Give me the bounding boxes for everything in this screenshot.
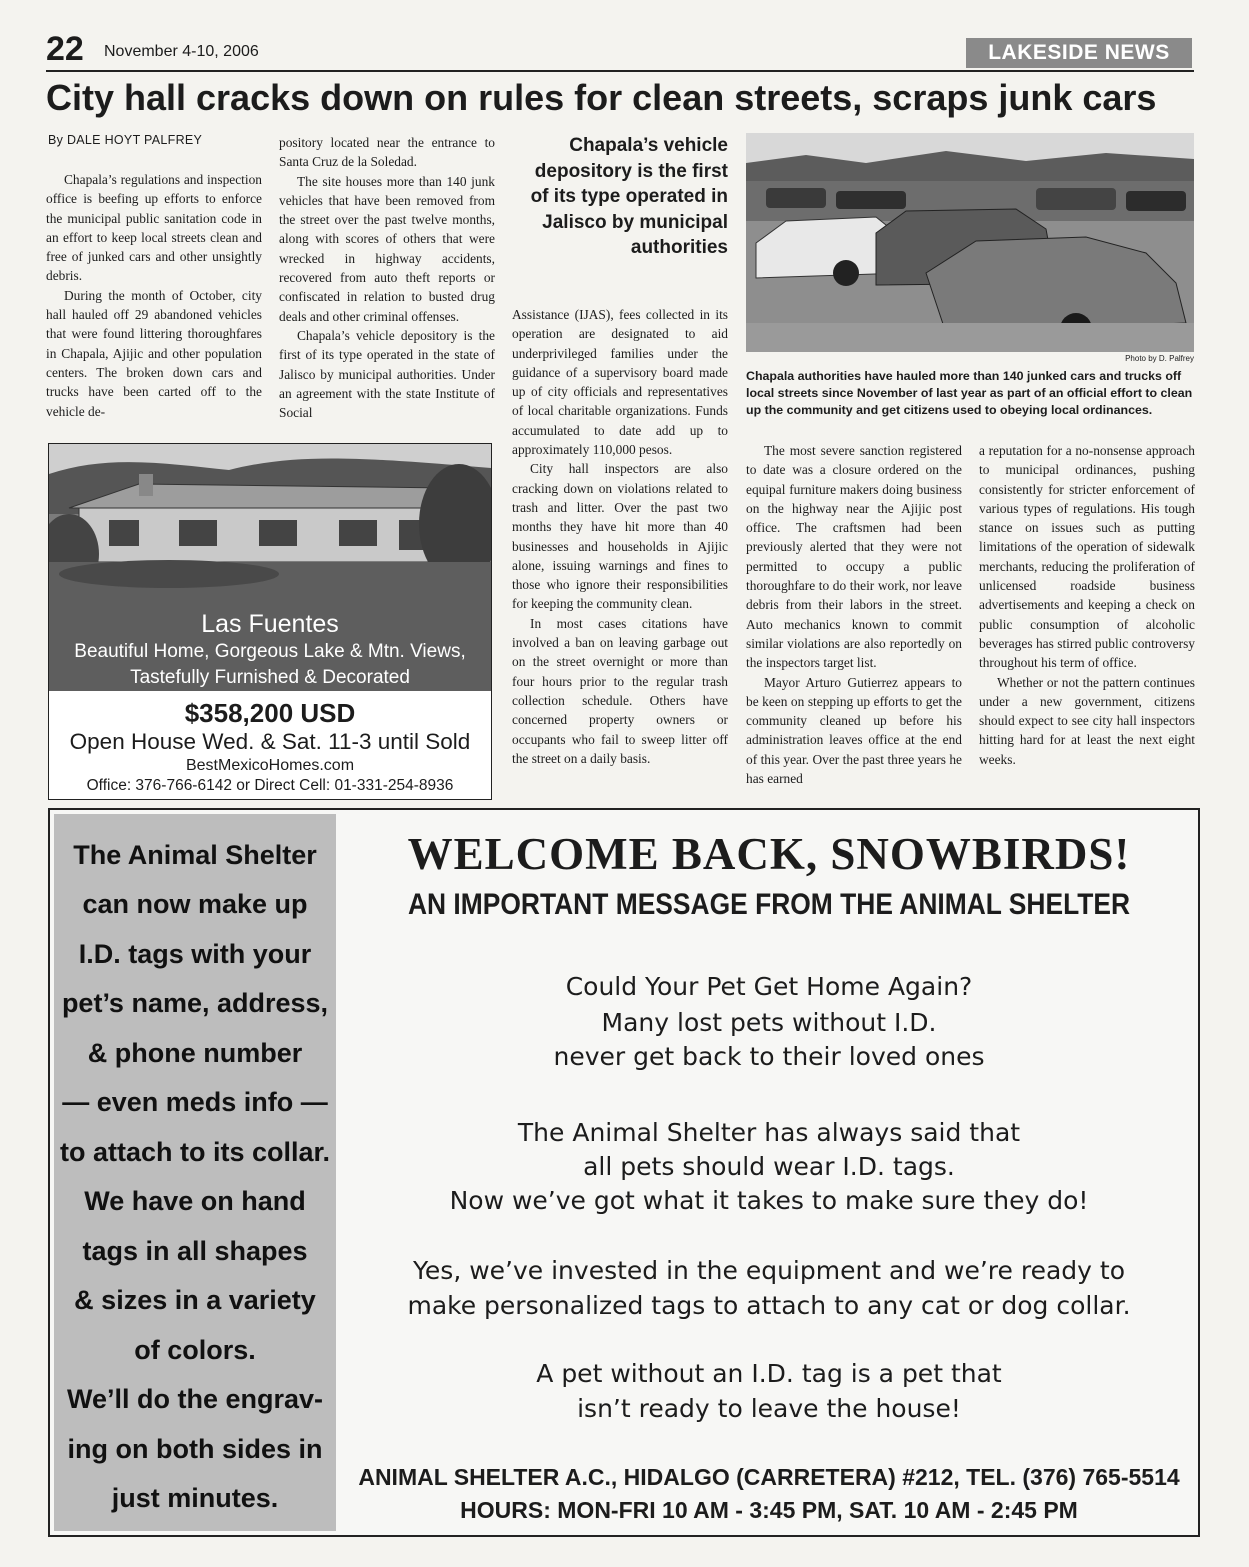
- ad-line: Now we’ve got what it takes to make sure they do!: [449, 1186, 1089, 1215]
- paragraph: In most cases citations have involved a ban on leaving garbage out on the street overnight or more than four hours prior to the regular trash collection schedule. Others have concerned property owners or occupants who fail to sweep litter off the street on a daily basis.: [512, 615, 728, 766]
- shelter-hours: HOURS: MON-FRI 10 AM - 3:45 PM, SAT. 10 AM - 2:45 PM: [460, 1497, 1078, 1523]
- issue-date: November 4-10, 2006: [104, 43, 259, 60]
- shelter-subheading: AN IMPORTANT MESSAGE FROM THE ANIMAL SHELTER: [407, 888, 1131, 921]
- junked-cars-illustration: [746, 133, 1194, 352]
- photo-credit: Photo by D. Palfrey: [1125, 354, 1194, 363]
- paragraph: Whether or not the pattern continues under a new government, citizens should expect to see city hall inspectors hitting hard for at least the next eight weeks.: [979, 674, 1195, 767]
- shelter-sidebar: [54, 814, 336, 1531]
- ad-line: never get back to their loved ones: [553, 1042, 985, 1071]
- sidebar-line: & phone number: [87, 1038, 303, 1068]
- welcome-heading: WELCOME BACK, SNOWBIRDS!: [407, 829, 1131, 879]
- property-tagline: Beautiful Home, Gorgeous Lake & Mtn. Views,: [74, 641, 466, 662]
- article-column-3: [512, 305, 728, 768]
- article-column-1: [46, 170, 262, 421]
- sidebar-line: — even meds info —: [62, 1087, 328, 1117]
- sidebar-line: tags in all shapes: [82, 1236, 308, 1266]
- sidebar-line: pet’s name, address,: [61, 988, 329, 1018]
- ad-line: Many lost pets without I.D.: [601, 1008, 937, 1037]
- paragraph: The site houses more than 140 junk vehicles that have been removed from the street over the past twelve months, along with scores of others that were wrecked in highway accidents, recovered from auto theft reports or confiscated in relation to busted drug deals and other criminal offenses.: [279, 173, 495, 324]
- paragraph: pository located near the entrance to Santa Cruz de la Soledad.: [279, 135, 495, 170]
- ad-line: Could Your Pet Get Home Again?: [565, 972, 973, 1001]
- open-house-info: Open House Wed. & Sat. 11-3 until Sold: [69, 729, 471, 754]
- animal-shelter-ad: [48, 808, 1200, 1537]
- paragraph: City hall inspectors are also cracking down on violations related to trash and litter. Over the past two months they have hit more than 40 businesses and households in Ajijic alone, issuing warnings and fines to those who ignore their responsibilities for keeping the community clean.: [512, 461, 728, 612]
- masthead-section-label: LAKESIDE NEWS: [966, 38, 1192, 68]
- ad-line: isn’t ready to leave the house!: [577, 1394, 961, 1423]
- sidebar-line: just minutes.: [111, 1483, 279, 1513]
- article-column-5: [979, 441, 1195, 769]
- sidebar-line: We’ll do the engrav-: [66, 1384, 324, 1414]
- article-headline: City hall cracks down on rules for clean streets, scraps junk cars: [46, 77, 1157, 118]
- sidebar-line: & sizes in a variety: [74, 1285, 316, 1315]
- sidebar-line: of colors.: [134, 1335, 256, 1365]
- sidebar-line: ing on both sides in: [67, 1434, 323, 1464]
- sidebar-line: The Animal Shelter: [73, 840, 317, 870]
- ad-line: The Animal Shelter has always said that: [517, 1118, 1021, 1147]
- ad-line: Yes, we’ve invested in the equipment and we’re ready to: [412, 1256, 1126, 1285]
- page-number: 22: [46, 30, 84, 68]
- property-name: Las Fuentes: [201, 610, 339, 638]
- paragraph: During the month of October, city hall hauled off 29 abandoned vehicles that were found littering thoroughfares in Chapala, Ajijic and other population centers. The broken down cars and trucks have been carted off to the vehicle de-: [46, 287, 262, 419]
- sidebar-line: can now make up: [82, 889, 308, 919]
- paragraph: Assistance (IJAS), fees collected in its operation are designated to aid underprivileged families under the guidance of a supervisory board made up of city officials and representatives of local charitable organizations. Funds accumulated to date add up to approximately 110,000 pesos.: [512, 307, 728, 458]
- realtor-contact: Office: 376-766-6142 or Direct Cell: 01-331-254-8936: [86, 777, 454, 794]
- sidebar-line: to attach to its collar.: [59, 1137, 331, 1167]
- article-column-2: [279, 133, 495, 422]
- pull-quote: Chapala’s vehicle depository is the first of its type operated in Jalisco by municipal authorities: [530, 135, 728, 259]
- ad-line: A pet without an I.D. tag is a pet that: [536, 1359, 1002, 1388]
- paragraph: a reputation for a no-nonsense approach to municipal ordinances, pushing consistently for stricter enforcement of various types of regulations. His tough stance on issues such as putting limitations of the operation of sidewalk merchants, reducing the proliferation of unlicensed roadside business advertisements and keeping a check on public consumption of alcoholic beverages has stirred public controversy throughout his term of office.: [979, 443, 1195, 671]
- sidebar-line: We have on hand: [84, 1186, 306, 1216]
- realtor-website: BestMexicoHomes.com: [185, 757, 355, 774]
- shelter-address: ANIMAL SHELTER A.C., HIDALGO (CARRETERA) #212, TEL. (376) 765-5514: [358, 1464, 1180, 1490]
- paragraph: Chapala’s vehicle depository is the first of its type operated in the state of Jalisco by municipal authorities. Under an agreement with the state Institute of Social: [279, 327, 495, 421]
- junked-cars-photo: [746, 133, 1194, 352]
- photo-caption: Chapala authorities have hauled more than 140 junked cars and trucks off local streets since November of last year as part of an official effort to clean up the community and get citizens used to obeying local ordinances.: [746, 369, 1193, 417]
- ad-line: all pets should wear I.D. tags.: [583, 1152, 955, 1181]
- article-byline: By DALE HOYT PALFREY: [48, 133, 203, 147]
- article-column-4: [746, 441, 962, 788]
- sidebar-line: I.D. tags with your: [78, 939, 312, 969]
- header-rule: [46, 70, 1194, 72]
- property-tagline: Tastefully Furnished & Decorated: [130, 667, 410, 688]
- property-price: $358,200 USD: [184, 698, 356, 728]
- paragraph: Chapala’s regulations and inspection office is beefing up efforts to enforce the municipal public sanitation code in an effort to keep local streets clean and free of junked cars and other unsightly debris.: [46, 172, 262, 284]
- paragraph: The most severe sanction registered to date was a closure ordered on the equipal furniture makers doing business on the highway near the Ajijic post office. The craftsmen had been previously alerted that they were not permitted to occupy a public thoroughfare to do their work, nor leave debris from their labors in the street. Auto mechanics known to commit similar violations are also reportedly on the inspectors target list.: [746, 443, 962, 671]
- real-estate-ad: [48, 443, 492, 800]
- ad-line: make personalized tags to attach to any cat or dog collar.: [407, 1291, 1131, 1320]
- paragraph: Mayor Arturo Gutierrez appears to be keen on stepping up efforts to get the community cleaned up before his administration leaves office at the end of this year. Over the past three years he has earned: [746, 674, 962, 787]
